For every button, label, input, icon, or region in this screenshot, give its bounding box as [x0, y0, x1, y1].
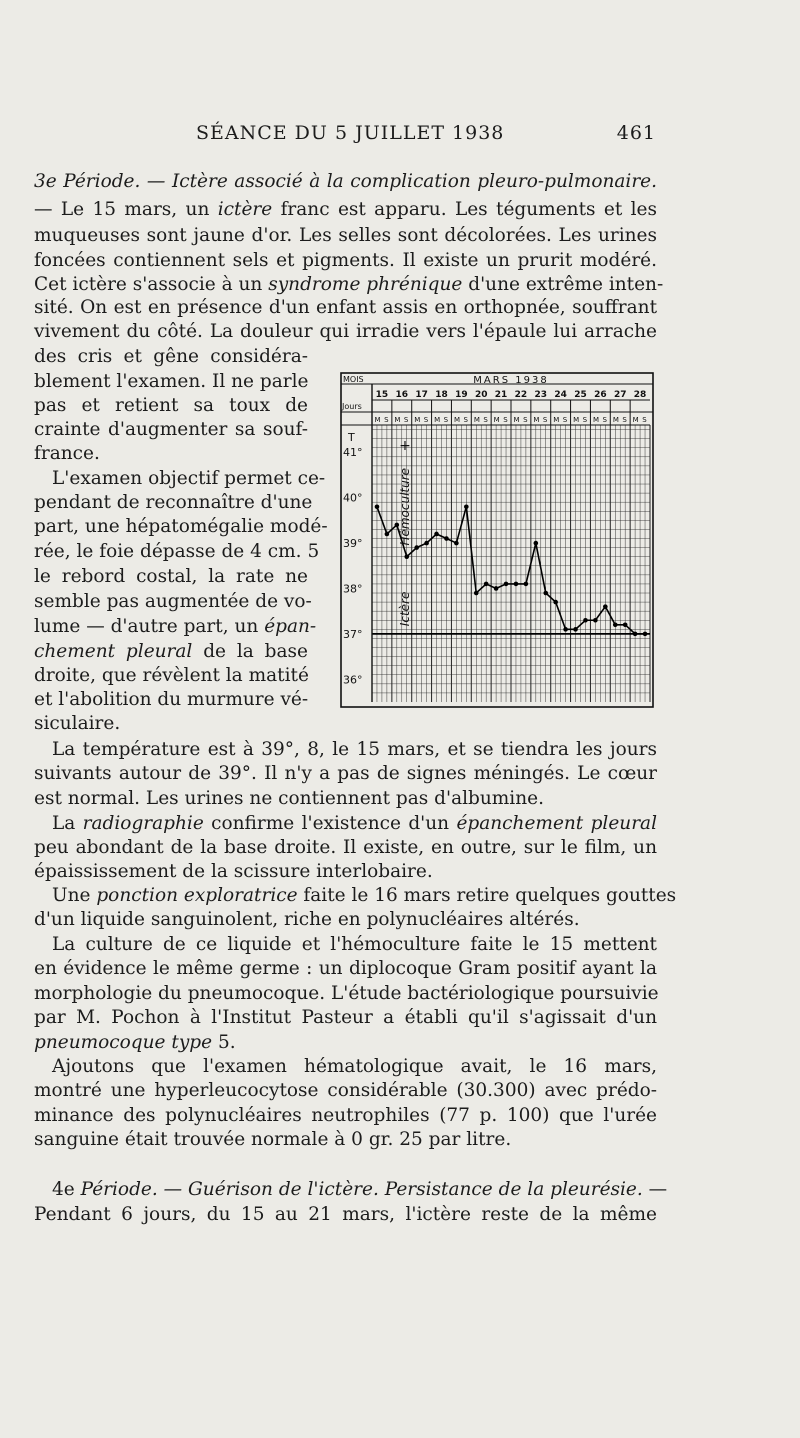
- temperature-point: [524, 582, 529, 587]
- y-tick-label: 38°: [343, 582, 363, 596]
- text-line: La température est à 39°, 8, le 15 mars, et se tiendra les jours: [52, 739, 657, 760]
- emphasis: épanchement pleural: [456, 813, 657, 834]
- evening-label: S: [523, 416, 528, 424]
- evening-label: S: [582, 416, 588, 424]
- text-line: pendant de reconnaître d'une: [34, 492, 313, 513]
- emphasis: syndrome phrénique: [268, 274, 463, 295]
- text-span: Une: [52, 885, 97, 906]
- temperature-point: [484, 582, 489, 587]
- text-span: franc est apparu. Les téguments et les: [272, 199, 657, 220]
- emphasis: chement pleural: [34, 641, 193, 662]
- text-span: 5.: [212, 1032, 236, 1053]
- evening-label: S: [602, 416, 607, 424]
- text-line: [34, 198, 657, 222]
- day-label: 16: [395, 390, 409, 400]
- hemoculture-plus: +: [399, 437, 411, 454]
- text-line: part, une hépatomégalie modé-: [34, 516, 328, 537]
- row-label-temp: T: [348, 431, 355, 444]
- morning-label: M: [632, 416, 639, 424]
- day-label: 21: [494, 390, 508, 400]
- morning-label: M: [612, 416, 619, 424]
- morning-label: M: [394, 416, 401, 424]
- morning-label: M: [553, 416, 560, 424]
- day-label: 18: [435, 390, 448, 400]
- text-span: de la base: [192, 641, 308, 662]
- text-span: faite le 16 mars retire quelques gouttes: [297, 885, 677, 906]
- evening-label: S: [622, 416, 627, 424]
- text-span: La: [52, 813, 83, 834]
- period-title: Ictère associé à la complication pleuro-pulmonaire.: [171, 171, 658, 192]
- temperature-point: [603, 604, 608, 609]
- text-line: [34, 1031, 657, 1055]
- text-span: d'une extrême inten-: [462, 274, 664, 295]
- temperature-chart-svg: [340, 372, 654, 708]
- day-label: 15: [375, 390, 389, 400]
- temperature-point: [514, 582, 519, 587]
- day-label: 23: [534, 390, 548, 400]
- text-line: blement l'examen. Il ne parle: [34, 371, 309, 392]
- temperature-point: [464, 504, 469, 509]
- text-line: rée, le foie dépasse de 4 cm. 5: [34, 541, 320, 562]
- text-line: pas et retient sa toux de: [34, 395, 308, 416]
- text-line: foncées contiennent sels et pigments. Il existe un prurit modéré.: [34, 250, 657, 271]
- day-label: 27: [613, 390, 627, 400]
- evening-label: S: [384, 416, 389, 424]
- temperature-point: [583, 618, 588, 623]
- ictere-label: Ictère: [398, 591, 412, 627]
- text-line: épaississement de la scissure interlobaire.: [34, 861, 433, 882]
- text-line: La culture de ce liquide et l'hémoculture faite le 15 mettent: [52, 934, 657, 955]
- text-line: [52, 884, 677, 908]
- text-line: [52, 812, 657, 836]
- y-tick-label: 37°: [343, 627, 363, 641]
- evening-label: S: [562, 416, 568, 424]
- morning-label: M: [374, 416, 381, 424]
- text-span: 4e: [52, 1179, 81, 1200]
- morning-label: M: [513, 416, 520, 424]
- text-line: [34, 640, 308, 664]
- text-line: Pendant 6 jours, du 15 au 21 mars, l'ictère reste de la même: [34, 1204, 657, 1225]
- text-line: montré une hyperleucocytose considérable (30.300) avec prédo-: [34, 1080, 657, 1101]
- day-label: 26: [594, 390, 607, 400]
- evening-label: S: [423, 416, 429, 424]
- temperature-point: [563, 627, 568, 632]
- morning-label: M: [453, 416, 461, 424]
- text-line: L'examen objectif permet ce-: [52, 468, 326, 489]
- day-label: 20: [474, 390, 488, 400]
- evening-label: S: [642, 416, 647, 424]
- text-line: en évidence le même germe : un diplocoque Gram positif ayant la: [34, 958, 657, 979]
- text-line: par M. Pochon à l'Institut Pasteur a établi qu'il s'agissait d'un: [34, 1007, 657, 1028]
- temperature-point: [613, 623, 618, 628]
- text-line: sité. On est en présence d'un enfant assis en orthopnée, souffrant: [34, 297, 657, 318]
- emphasis: ictère: [217, 199, 273, 220]
- hemoculture-label: Hémoculture: [398, 467, 412, 546]
- temperature-point: [424, 541, 429, 546]
- evening-label: S: [403, 416, 409, 424]
- day-label: 28: [633, 390, 647, 400]
- text-line: france.: [34, 443, 100, 464]
- evening-label: S: [542, 416, 548, 424]
- morning-label: M: [533, 416, 540, 424]
- text-line: [52, 1178, 668, 1202]
- text-line: des cris et gêne considéra-: [34, 346, 308, 367]
- y-tick-label: 41°: [343, 446, 363, 460]
- temperature-point: [375, 504, 380, 509]
- text-line: sanguine était trouvée normale à 0 gr. 25 par litre.: [34, 1129, 512, 1150]
- day-label: 25: [574, 390, 587, 400]
- evening-label: S: [503, 416, 508, 424]
- text-line: crainte d'augmenter sa souf-: [34, 419, 308, 440]
- morning-label: M: [473, 416, 480, 424]
- text-line: suivants autour de 39°. Il n'y a pas de signes méningés. Le cœur: [34, 763, 657, 784]
- emphasis: radiographie: [82, 813, 204, 834]
- text-line: [34, 273, 664, 297]
- text-line: morphologie du pneumocoque. L'étude bactériologique poursuivie: [34, 983, 659, 1004]
- text-span: —: [642, 1179, 668, 1200]
- text-line: Ajoutons que l'examen hématologique avait, le 16 mars,: [52, 1056, 657, 1077]
- temperature-point: [543, 591, 548, 596]
- temperature-point: [573, 627, 578, 632]
- evening-label: S: [483, 416, 488, 424]
- text-line: [34, 170, 657, 194]
- y-tick-label: 39°: [343, 537, 363, 551]
- temperature-point: [633, 632, 638, 637]
- y-tick-label: 40°: [343, 491, 363, 505]
- temperature-point: [494, 586, 499, 591]
- morning-label: M: [573, 416, 580, 424]
- emphasis: épan-: [264, 616, 317, 637]
- text-line: droite, que révèlent la matité: [34, 665, 309, 686]
- emphasis: pneumocoque type: [34, 1032, 213, 1053]
- text-line: est normal. Les urines ne contiennent pas d'albumine.: [34, 788, 544, 809]
- temperature-point: [504, 582, 509, 587]
- temperature-point: [414, 545, 419, 550]
- text-span: — Le 15 mars, un: [34, 199, 218, 220]
- page-number: 461: [616, 122, 656, 144]
- morning-label: M: [414, 416, 421, 424]
- text-line: le rebord costal, la rate ne: [34, 566, 308, 587]
- text-span: Cet ictère s'associe à un: [34, 274, 269, 295]
- temperature-point: [623, 623, 628, 628]
- temperature-point: [593, 618, 598, 623]
- temperature-point: [534, 541, 539, 546]
- row-label-month: MOIS: [343, 375, 364, 384]
- page-header: [196, 122, 656, 152]
- day-label: 22: [514, 390, 528, 400]
- y-tick-label: 36°: [343, 673, 363, 687]
- text-line: d'un liquide sanguinolent, riche en polynucléaires altérés.: [34, 909, 580, 930]
- morning-label: M: [493, 416, 500, 424]
- text-line: muqueuses sont jaune d'or. Les selles sont décolorées. Les urines: [34, 225, 657, 246]
- text-span: confirme l'existence d'un: [203, 813, 457, 834]
- text-line: et l'abolition du murmure vé-: [34, 689, 309, 710]
- temperature-chart: [340, 372, 654, 708]
- text-line: semble pas augmentée de vo-: [34, 591, 312, 612]
- row-label-days: Jours: [342, 402, 362, 411]
- text-line: vivement du côté. La douleur qui irradie vers l'épaule lui arrache: [34, 321, 657, 342]
- chart-title: MARS 1938: [473, 375, 549, 386]
- period-heading: Période. — Guérison de l'ictère. Persistance de la pleurésie.: [80, 1179, 643, 1200]
- day-label: 24: [554, 390, 567, 400]
- morning-label: M: [592, 416, 600, 424]
- evening-label: S: [443, 416, 449, 424]
- morning-label: M: [434, 416, 441, 424]
- temperature-point: [434, 532, 439, 537]
- temperature-point: [643, 632, 648, 637]
- temperature-point: [553, 600, 558, 605]
- text-line: siculaire.: [34, 713, 121, 734]
- temperature-point: [404, 554, 409, 559]
- emphasis: ponction exploratrice: [96, 885, 298, 906]
- day-label: 17: [415, 390, 428, 400]
- temperature-point: [385, 532, 390, 537]
- temperature-point: [454, 541, 459, 546]
- running-title: SÉANCE DU 5 JUILLET 1938: [196, 122, 505, 144]
- period-heading: 3e Période. —: [34, 171, 172, 192]
- evening-label: S: [463, 416, 468, 424]
- text-span: lume — d'autre part, un: [34, 616, 265, 637]
- temperature-point: [474, 591, 479, 596]
- text-line: [34, 615, 317, 639]
- text-line: minance des polynucléaires neutrophiles (77 p. 100) que l'urée: [34, 1105, 657, 1126]
- text-line: peu abondant de la base droite. Il existe, en outre, sur le film, un: [34, 837, 657, 858]
- temperature-point: [444, 536, 449, 541]
- day-label: 19: [455, 390, 468, 400]
